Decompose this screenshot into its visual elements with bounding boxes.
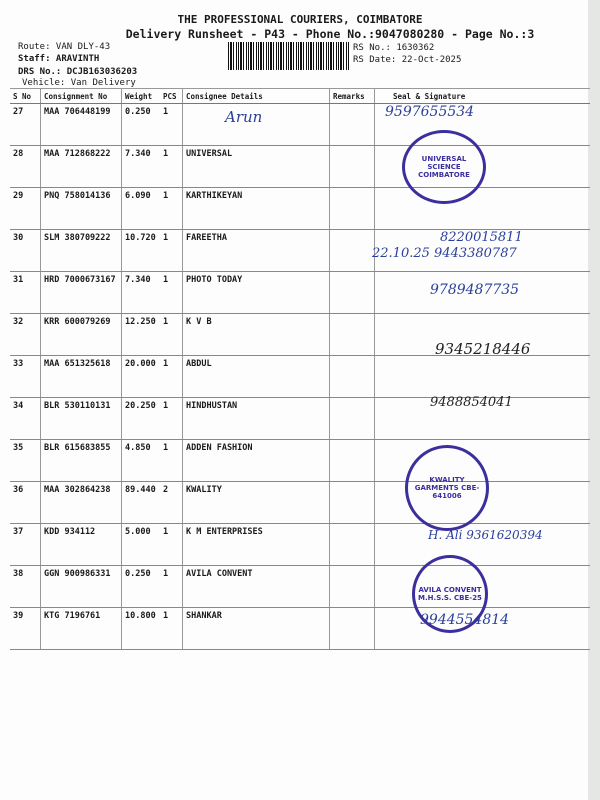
- cell-consignment: PNQ 758014136: [41, 188, 122, 230]
- table-row: [10, 146, 590, 188]
- cell-sno: 29: [10, 188, 41, 230]
- cell-pcs: 1: [160, 608, 183, 650]
- col-consignee: Consignee Details: [183, 89, 330, 104]
- table-row: [10, 566, 590, 608]
- cell-pcs: 1: [160, 314, 183, 356]
- signature-note-31: 9789487735: [430, 282, 520, 298]
- cell-weight: 0.250: [122, 104, 161, 146]
- rs-date: RS Date: 22-Oct-2025: [353, 55, 462, 65]
- cell-pcs: 1: [160, 272, 183, 314]
- table-row: [10, 356, 590, 398]
- cell-seal-signature: [375, 356, 591, 398]
- cell-remarks: [330, 398, 375, 440]
- cell-sno: 33: [10, 356, 41, 398]
- cell-consignment: BLR 615683855: [41, 440, 122, 482]
- cell-weight: 20.000: [122, 356, 161, 398]
- stamp-kwality: KWALITY GARMENTS CBE-641006: [405, 445, 489, 531]
- cell-pcs: 1: [160, 566, 183, 608]
- cell-sno: 34: [10, 398, 41, 440]
- signature-note-27: 9597655534: [385, 104, 475, 120]
- cell-consignment: HRD 7000673167: [41, 272, 122, 314]
- cell-weight: 7.340: [122, 272, 161, 314]
- cell-consignee: HINDHUSTAN: [183, 398, 330, 440]
- cell-consignment: KTG 7196761: [41, 608, 122, 650]
- cell-consignee: SHANKAR: [183, 608, 330, 650]
- cell-weight: 12.250: [122, 314, 161, 356]
- table-row: [10, 188, 590, 230]
- cell-weight: 6.090: [122, 188, 161, 230]
- cell-weight: 5.000: [122, 524, 161, 566]
- signature-note-34: 9488854041: [430, 395, 513, 410]
- cell-sno: 31: [10, 272, 41, 314]
- cell-sno: 38: [10, 566, 41, 608]
- cell-consignee: PHOTO TODAY: [183, 272, 330, 314]
- cell-pcs: 1: [160, 230, 183, 272]
- cell-remarks: [330, 566, 375, 608]
- cell-weight: 89.440: [122, 482, 161, 524]
- cell-pcs: 1: [160, 524, 183, 566]
- cell-consignment: KDD 934112: [41, 524, 122, 566]
- signature-note-37: H. Ali 9361620394: [428, 528, 543, 542]
- cell-remarks: [330, 608, 375, 650]
- cell-pcs: 2: [160, 482, 183, 524]
- handwritten-consignee: Arun: [225, 108, 263, 126]
- cell-weight: 4.850: [122, 440, 161, 482]
- cell-remarks: [330, 272, 375, 314]
- cell-consignee: K M ENTERPRISES: [183, 524, 330, 566]
- col-pcs: PCS: [160, 89, 183, 104]
- route: Route: VAN DLY-43: [18, 42, 111, 52]
- cell-sno: 39: [10, 608, 41, 650]
- cell-consignment: BLR 530110131: [41, 398, 122, 440]
- cell-remarks: [330, 440, 375, 482]
- stamp-avila: AVILA CONVENT M.H.S.S. CBE-25: [412, 555, 488, 633]
- table-row: [10, 440, 590, 482]
- col-weight: Weight: [122, 89, 161, 104]
- cell-pcs: 1: [160, 104, 183, 146]
- cell-sno: 27: [10, 104, 41, 146]
- cell-pcs: 1: [160, 440, 183, 482]
- cell-consignee: ADDEN FASHION: [183, 440, 330, 482]
- cell-consignment: MAA 706448199: [41, 104, 122, 146]
- cell-seal-signature: [375, 188, 591, 230]
- cell-consignment: MAA 302864238: [41, 482, 122, 524]
- cell-consignee: ABDUL: [183, 356, 330, 398]
- cell-consignee: UNIVERSAL: [183, 146, 330, 188]
- col-consignment: Consignment No: [41, 89, 122, 104]
- col-seal-signature: Seal & Signature: [375, 89, 591, 104]
- cell-remarks: [330, 146, 375, 188]
- cell-weight: 10.720: [122, 230, 161, 272]
- rs-number: RS No.: 1630362: [353, 43, 435, 53]
- cell-consignee: FAREETHA: [183, 230, 330, 272]
- runsheet-subtitle: Delivery Runsheet - P43 - Phone No.:9047080280 - Page No.:3: [125, 27, 535, 41]
- cell-weight: 20.250: [122, 398, 161, 440]
- cell-remarks: [330, 356, 375, 398]
- runsheet-table: [10, 88, 590, 650]
- cell-weight: 7.340: [122, 146, 161, 188]
- signature-note-33: 9345218446: [435, 340, 531, 358]
- table-row: [10, 482, 590, 524]
- cell-remarks: [330, 230, 375, 272]
- cell-pcs: 1: [160, 188, 183, 230]
- cell-sno: 36: [10, 482, 41, 524]
- cell-sno: 37: [10, 524, 41, 566]
- cell-pcs: 1: [160, 146, 183, 188]
- cell-consignment: MAA 712868222: [41, 146, 122, 188]
- barcode: [228, 42, 350, 70]
- cell-sno: 28: [10, 146, 41, 188]
- cell-consignment: KRR 600079269: [41, 314, 122, 356]
- cell-consignment: MAA 651325618: [41, 356, 122, 398]
- cell-consignee: K V B: [183, 314, 330, 356]
- cell-remarks: [330, 524, 375, 566]
- cell-consignment: GGN 900986331: [41, 566, 122, 608]
- document-title: THE PROFESSIONAL COURIERS, COIMBATORE: [177, 13, 423, 26]
- cell-remarks: [330, 482, 375, 524]
- cell-consignee: AVILA CONVENT: [183, 566, 330, 608]
- cell-pcs: 1: [160, 398, 183, 440]
- table-row: [10, 104, 590, 146]
- stamp-universal: UNIVERSAL SCIENCE COIMBATORE: [402, 130, 486, 204]
- table-header: [10, 89, 590, 104]
- signature-note-30: 22.10.25 9443380787: [372, 246, 517, 261]
- vehicle: Vehicle: Van Delivery: [22, 78, 136, 88]
- cell-consignee: KARTHIKEYAN: [183, 188, 330, 230]
- col-sno: S No: [10, 89, 41, 104]
- col-remarks: Remarks: [330, 89, 375, 104]
- staff: Staff: ARAVINTH: [18, 54, 100, 64]
- cell-consignee: KWALITY: [183, 482, 330, 524]
- cell-weight: 10.800: [122, 608, 161, 650]
- cell-remarks: [330, 314, 375, 356]
- cell-pcs: 1: [160, 356, 183, 398]
- drs-number: DRS No.: DCJB163036203: [18, 67, 138, 77]
- signature-note-39: 9944554814: [420, 612, 510, 628]
- cell-sno: 30: [10, 230, 41, 272]
- cell-sno: 35: [10, 440, 41, 482]
- cell-sno: 32: [10, 314, 41, 356]
- signature-note-29: 8220015811: [440, 230, 523, 245]
- cell-weight: 0.250: [122, 566, 161, 608]
- cell-remarks: [330, 188, 375, 230]
- cell-consignment: SLM 380709222: [41, 230, 122, 272]
- cell-remarks: [330, 104, 375, 146]
